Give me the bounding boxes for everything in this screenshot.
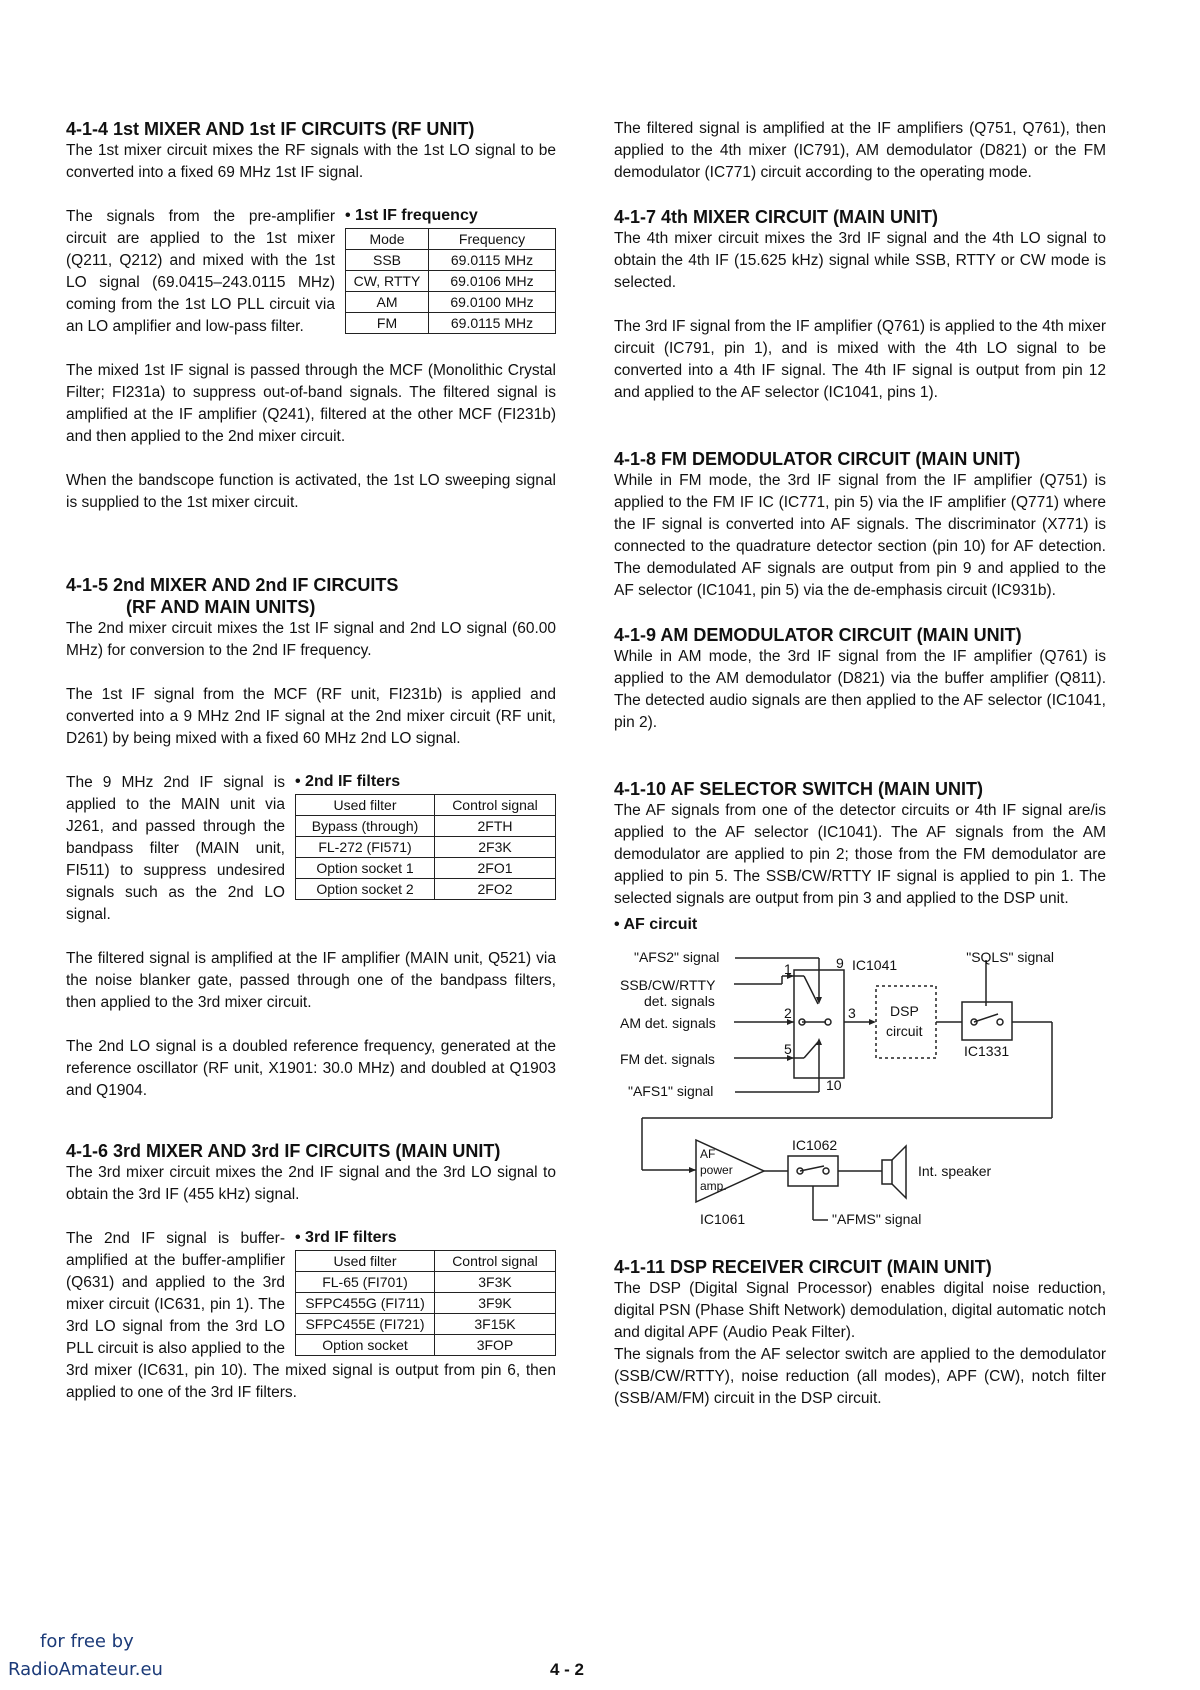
pin-label: 2 — [784, 1005, 792, 1021]
paragraph: The signals from the pre-amplifier circuit are applied to the 1st mixer (Q211, Q212) and mixed with the 1st LO signal (69.0415–243.0115 MHz) coming from the 1st LO PLL circuit via an LO amplifier and low-pass filter. — [66, 208, 335, 335]
table-row — [346, 271, 556, 292]
paragraph: The 4th mixer circuit mixes the 3rd IF signal and the 4th LO signal to obtain the 4th IF (15.625 kHz) signal while SSB, RTTY or CW mode is selected. — [614, 230, 1106, 291]
table-cell: SFPC455G (FI711) — [296, 1293, 435, 1314]
paragraph: The filtered signal is amplified at the IF amplifier (MAIN unit, Q521) via the noise blanker gate, passed through one of the bandpass filters, then applied to the 3rd mixer circuit. — [66, 950, 556, 1011]
source-watermark — [8, 1628, 163, 1684]
paragraph: The 1st mixer circuit mixes the RF signals with the 1st LO signal to be converted into a fixed 69 MHz 1st IF signal. — [66, 142, 556, 181]
paragraph: The 2nd IF signal is buffer-amplified at the buffer-amplifier (Q631) and applied to the 3rd mixer circuit (IC631, pin 1). The 3rd LO signal from the 3rd LO PLL circuit is also applied to the 3rd mixer (IC631, pin 10). The mixed signal is output from pin 6, then applied to one of the 3rd IF filters. — [66, 1230, 556, 1401]
ssb-signal-label-2: det. signals — [644, 993, 715, 1009]
af-amp-label-2: power — [700, 1163, 733, 1177]
ssb-signal-label: SSB/CW/RTTY — [620, 977, 716, 993]
pin-label: 10 — [826, 1077, 842, 1093]
watermark-line: for free by — [40, 1631, 134, 1652]
section-heading-line: 4-1-5 2nd MIXER AND 2nd IF CIRCUITS — [66, 575, 399, 595]
table-header-row — [346, 229, 556, 250]
table-header: Used filter — [296, 1251, 435, 1272]
ic1041-label: IC1041 — [852, 957, 898, 973]
section-heading: 4-1-11 DSP RECEIVER CIRCUIT (MAIN UNIT) — [614, 1257, 992, 1277]
paragraph: When the bandscope function is activated, the 1st LO sweeping signal is supplied to the 1st mixer circuit. — [66, 472, 556, 511]
paragraph: The 2nd mixer circuit mixes the 1st IF signal and 2nd LO signal (60.00 MHz) for conversion to the 2nd IF frequency. — [66, 620, 556, 659]
first-if-frequency-table-box — [345, 206, 556, 334]
speaker-coil — [882, 1160, 892, 1184]
table-header: Used filter — [296, 795, 435, 816]
section-4-1-5 — [66, 574, 556, 1102]
table-row — [346, 292, 556, 313]
dsp-label-2: circuit — [886, 1023, 923, 1039]
table-row — [296, 1314, 556, 1335]
paragraph: The AF signals from one of the detector circuits or 4th IF signal are/is applied to the AF selector (IC1041). The AF signals from the AM demodulator are applied to pin 2; those from the FM demodulator are applied to pin 5. The SSB/CW/RTTY IF signal is applied to pin 1. The selected signals are output from pin 3 and applied to the DSP unit. — [614, 802, 1106, 907]
table-cell: 69.0100 MHz — [429, 292, 556, 313]
section-4-1-6 — [66, 1140, 556, 1404]
af-amp-label: AF — [700, 1147, 716, 1161]
pin-label: 9 — [836, 955, 844, 971]
page-number: 4 - 2 — [550, 1660, 585, 1679]
table-cell: 69.0115 MHz — [429, 313, 556, 334]
paragraph: While in FM mode, the 3rd IF signal from the IF amplifier (Q751) is applied to the FM IF IC (IC771, pin 5) via the IF amplifier (Q771) where the IF signal is converted into AF signals. The discriminator (X771) is connected to the quadrature detector section (pin 10) for AF detection. The demodulated AF signals are output from pin 9 and applied to the AF selector (IC1041, pin 5) via the de-emphasis circuit (IC931b). — [614, 472, 1106, 599]
second-if-filters-table — [295, 794, 556, 900]
table-row — [296, 858, 556, 879]
dsp-label: DSP — [890, 1003, 919, 1019]
text-with-table — [66, 206, 556, 360]
table-cell: Option socket 1 — [296, 858, 435, 879]
table-cell: 3F3K — [435, 1272, 556, 1293]
speaker-cone — [892, 1146, 906, 1198]
table-row — [296, 1335, 556, 1356]
ic1062-block — [788, 1156, 838, 1186]
table-title: • 1st IF frequency — [345, 207, 478, 224]
right-column — [614, 118, 1106, 1426]
table-cell: SFPC455E (FI721) — [296, 1314, 435, 1335]
table-cell: FL-272 (FI571) — [296, 837, 435, 858]
section-4-1-8 — [614, 448, 1106, 602]
af-circuit-diagram — [614, 940, 1106, 1240]
watermark-line: RadioAmateur.eu — [8, 1659, 163, 1680]
paragraph: The signals from the AF selector switch are applied to the demodulator (SSB/CW/RTTY), noise reduction (all modes), APF (CW), notch filter (SSB/AM/FM) circuit in the DSP circuit. — [614, 1346, 1106, 1407]
pin-label: 3 — [848, 1005, 856, 1021]
ic1331-block — [962, 1002, 1012, 1040]
table-title: • 3rd IF filters — [295, 1229, 397, 1246]
table-row — [346, 250, 556, 271]
section-4-1-11 — [614, 1256, 1106, 1410]
table-cell: SSB — [346, 250, 429, 271]
table-cell: Option socket — [296, 1335, 435, 1356]
afs2-signal-label: "AFS2" signal — [634, 949, 720, 965]
paragraph: The filtered signal is amplified at the IF amplifiers (Q751, Q761), then applied to the 4th mixer (IC791), AM demodulator (D821) or the FM demodulator (IC771) circuit according to the operating mode. — [614, 120, 1106, 181]
table-cell: 3FOP — [435, 1335, 556, 1356]
section-4-1-4 — [66, 118, 556, 514]
table-header: Mode — [346, 229, 429, 250]
table-cell: FM — [346, 313, 429, 334]
table-cell: 69.0106 MHz — [429, 271, 556, 292]
section-heading — [66, 574, 556, 618]
table-header: Control signal — [435, 1251, 556, 1272]
text-with-table — [66, 1228, 556, 1404]
fm-signal-label: FM det. signals — [620, 1051, 715, 1067]
section-heading: 4-1-9 AM DEMODULATOR CIRCUIT (MAIN UNIT) — [614, 625, 1022, 645]
text-with-table — [66, 772, 556, 948]
section-4-1-9 — [614, 624, 1106, 734]
table-row — [296, 1293, 556, 1314]
section-4-1-10 — [614, 778, 1106, 1240]
table-header-row — [296, 1251, 556, 1272]
table-cell: 3F15K — [435, 1314, 556, 1335]
sqls-signal-label: "SQLS" signal — [966, 949, 1054, 965]
af-amp-label-3: amp. — [700, 1179, 727, 1193]
pin-label: 5 — [784, 1041, 792, 1057]
section-heading: 4-1-4 1st MIXER AND 1st IF CIRCUITS (RF UNIT) — [66, 119, 475, 139]
table-cell: 2FTH — [435, 816, 556, 837]
diagram-title: • AF circuit — [614, 916, 698, 933]
third-if-filters-table-box — [295, 1228, 556, 1356]
table-cell: FL-65 (FI701) — [296, 1272, 435, 1293]
section-heading: 4-1-6 3rd MIXER AND 3rd IF CIRCUITS (MAIN UNIT) — [66, 1141, 501, 1161]
speaker-label: Int. speaker — [918, 1163, 992, 1179]
table-cell: CW, RTTY — [346, 271, 429, 292]
table-cell: 2FO2 — [435, 879, 556, 900]
ic1061-label: IC1061 — [700, 1211, 746, 1227]
section-heading: 4-1-10 AF SELECTOR SWITCH (MAIN UNIT) — [614, 779, 984, 799]
table-header: Control signal — [435, 795, 556, 816]
table-cell: Bypass (through) — [296, 816, 435, 837]
table-header: Frequency — [429, 229, 556, 250]
paragraph: The 3rd mixer circuit mixes the 2nd IF signal and the 3rd LO signal to obtain the 3rd IF (455 kHz) signal. — [66, 1164, 556, 1203]
left-column — [66, 118, 556, 1420]
paragraph: While in AM mode, the 3rd IF signal from the IF amplifier (Q761) is applied to the AM demodulator (D821) via the buffer amplifier (Q811). The detected audio signals are then applied to the AF selector (IC1041, pin 2). — [614, 648, 1106, 731]
table-cell: 69.0115 MHz — [429, 250, 556, 271]
section-heading-line: (RF AND MAIN UNITS) — [126, 597, 316, 617]
paragraph: The mixed 1st IF signal is passed through the MCF (Monolithic Crystal Filter; FI231a) to suppress out-of-band signals. The filtered signal is amplified at the IF amplifier (Q241), filtered at the other MCF (FI231b) and then applied to the 2nd mixer circuit. — [66, 362, 556, 445]
section-heading: 4-1-7 4th MIXER CIRCUIT (MAIN UNIT) — [614, 207, 938, 227]
table-row — [346, 313, 556, 334]
am-signal-label: AM det. signals — [620, 1015, 716, 1031]
pin-label: 1 — [784, 961, 792, 977]
table-cell: 3F9K — [435, 1293, 556, 1314]
paragraph: The 9 MHz 2nd IF signal is applied to the MAIN unit via J261, and passed through the bandpass filter (MAIN unit, FI511) to suppress undesired signals such as the 2nd LO signal. — [66, 774, 285, 923]
table-cell: Option socket 2 — [296, 879, 435, 900]
table-row — [296, 837, 556, 858]
table-cell: AM — [346, 292, 429, 313]
table-header-row — [296, 795, 556, 816]
afms-signal-label: "AFMS" signal — [832, 1211, 922, 1227]
table-cell: 2F3K — [435, 837, 556, 858]
table-row — [296, 1272, 556, 1293]
paragraph: The DSP (Digital Signal Processor) enables digital noise reduction, digital PSN (Phase Shift Network) demodulation, digital automatic notch and digital APF (Audio Peak Filter). — [614, 1280, 1106, 1341]
ic1062-label: IC1062 — [792, 1137, 838, 1153]
paragraph: The 2nd LO signal is a doubled reference frequency, generated at the reference oscillator (RF unit, X1901: 30.0 MHz) and doubled at Q1903 and Q1904. — [66, 1038, 556, 1099]
section-4-1-7 — [614, 206, 1106, 404]
table-row — [296, 879, 556, 900]
ic1331-label: IC1331 — [964, 1043, 1010, 1059]
table-cell: 2FO1 — [435, 858, 556, 879]
table-row — [296, 816, 556, 837]
first-if-frequency-table — [345, 228, 556, 334]
table-title: • 2nd IF filters — [295, 773, 401, 790]
second-if-filters-table-box — [295, 772, 556, 900]
section-heading: 4-1-8 FM DEMODULATOR CIRCUIT (MAIN UNIT) — [614, 449, 1021, 469]
paragraph: The 3rd IF signal from the IF amplifier (Q761) is applied to the 4th mixer circuit (IC791, pin 1), and is mixed with the 4th LO signal to be converted into a 4th IF signal. The 4th IF signal is output from pin 12 and applied to the AF selector (IC1041, pins 1). — [614, 318, 1106, 401]
paragraph: The 1st IF signal from the MCF (RF unit, FI231b) is applied and converted into a 9 MHz 2nd IF signal at the 2nd mixer circuit (RF unit, D261) by being mixed with a fixed 60 MHz 2nd LO signal. — [66, 686, 556, 747]
afs1-signal-label: "AFS1" signal — [628, 1083, 714, 1099]
third-if-filters-table — [295, 1250, 556, 1356]
